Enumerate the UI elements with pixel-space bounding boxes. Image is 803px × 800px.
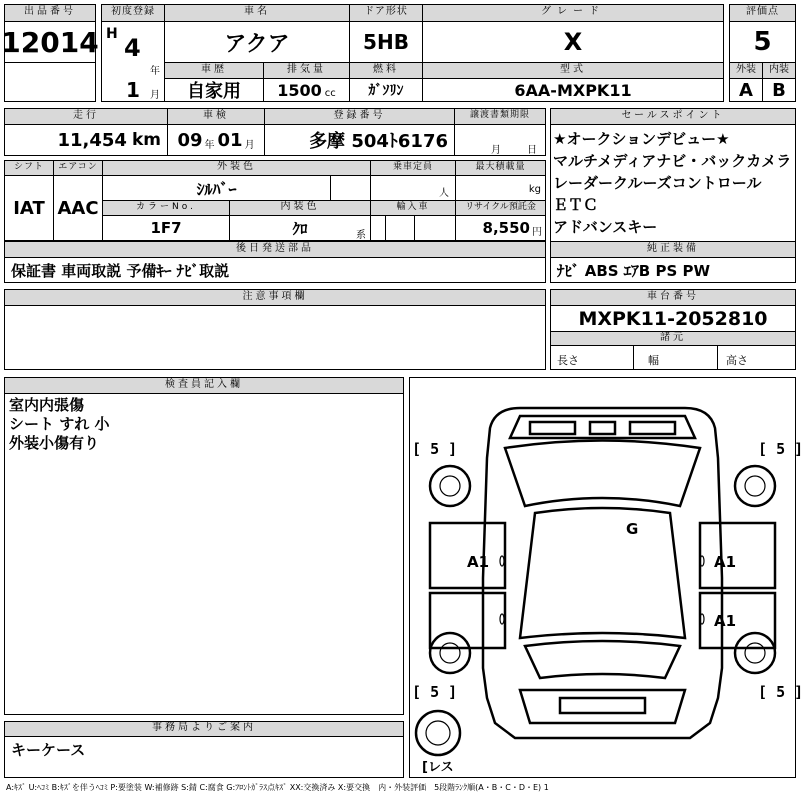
dimension-width: 幅 <box>633 345 718 370</box>
sales-points-header: セールスポイント <box>550 108 796 125</box>
inspector-note: シート すれ 小 <box>9 415 110 433</box>
car-diagram-svg <box>410 378 795 777</box>
spare-tire-status: [レス <box>422 760 454 775</box>
office-notes <box>4 736 404 778</box>
car-diagram <box>409 377 803 778</box>
fuel-header: 燃料 <box>349 62 423 79</box>
transfer-day-unit: 日 <box>527 145 537 156</box>
roof <box>520 508 685 638</box>
plate-number: 多摩 504ﾄ6176 <box>264 124 455 156</box>
aircon: AAC <box>53 175 103 241</box>
exterior-color-header: 外装色 <box>102 160 371 176</box>
equipment-header: 純正装備 <box>550 241 796 258</box>
era: H <box>106 26 118 42</box>
dimension-height: 高さ <box>717 345 796 370</box>
year-unit: 年 <box>150 66 160 77</box>
equipment: ﾅﾋﾞ ABS ｴｱB PS PW <box>550 257 796 283</box>
inspector-note: 外装小傷有り <box>9 434 100 452</box>
grade-header: グレード <box>422 4 724 22</box>
door-type-header: ドア形状 <box>349 4 423 22</box>
recycle-fee: 8,550 <box>482 219 530 237</box>
aircon-header: エアコン <box>53 160 103 176</box>
interior-score: B <box>762 78 796 102</box>
model-code: 6AA-MXPK11 <box>422 78 724 102</box>
model-name-header: 車名 <box>164 4 350 22</box>
model-name: アクア <box>164 21 350 63</box>
fuel: ｶﾞｿﾘﾝ <box>349 78 423 102</box>
recycle-header: リサイクル預託金 <box>455 200 546 216</box>
transfer-due <box>454 124 546 156</box>
door-type: 5HB <box>349 21 423 63</box>
history: 自家用 <box>164 78 264 102</box>
inspector-note: 室内内張傷 <box>9 396 85 414</box>
grade: X <box>422 21 724 63</box>
sales-point-item: ★オークションデビュー★ <box>553 130 730 148</box>
exterior-score: A <box>729 78 763 102</box>
capacity <box>370 175 456 201</box>
displacement: 1500 <box>277 80 322 100</box>
tire-rear-left <box>430 633 470 673</box>
import-right <box>414 215 456 241</box>
lot-number: 12014 <box>4 21 96 63</box>
first-registration <box>101 21 165 102</box>
score: 5 <box>729 21 796 63</box>
import-value <box>385 215 415 241</box>
inspection-cell <box>167 124 265 156</box>
interior-color: ｸﾛ <box>292 219 308 238</box>
history-header: 車歴 <box>164 62 264 79</box>
legend: A:ｷｽﾞ U:ﾍｺﾐ B:ｷｽﾞを伴うﾍｺﾐ P:要塗装 W:補修跡 S:錆 C:腐食 G:ﾌﾛﾝﾄｶﾞﾗｽ点ｷｽﾞ XX:交換済み X:要交換 内・外装評価 5段階ﾗﾝｸ順(A・B・C・D・E) 1 <box>6 783 549 792</box>
exterior-score-header: 外装 <box>729 62 763 79</box>
lot-number-blank <box>4 62 96 102</box>
tire-front-left-score: [ 5 ] <box>412 440 458 458</box>
transfer-month-unit: 月 <box>491 145 501 156</box>
inspector-notes <box>4 393 404 715</box>
chassis-number: MXPK11-2052810 <box>550 305 796 332</box>
recycle-unit: 円 <box>532 226 542 238</box>
plate-area <box>560 698 645 713</box>
tire-front-right <box>735 466 775 506</box>
displacement-unit: cc <box>324 87 336 99</box>
inspection-header: 車検 <box>167 108 265 125</box>
mark-right-rear-door: A1 <box>714 612 737 630</box>
registration-year: 4 <box>124 34 141 62</box>
shift-header: シフト <box>4 160 54 176</box>
recycle-cell <box>455 215 546 241</box>
lot-number-header: 出品番号 <box>4 4 96 22</box>
grille <box>530 422 675 434</box>
registration-month: 1 <box>126 78 140 102</box>
office-note: キーケース <box>11 741 86 759</box>
import-left <box>370 215 386 241</box>
right-doors <box>700 523 775 648</box>
mileage-cell <box>4 124 168 156</box>
office-header: 事務局よりご案内 <box>4 721 404 737</box>
mileage: 11,454 <box>57 129 127 151</box>
notes-header: 注意事項欄 <box>4 289 546 306</box>
sales-point-item: レーダークルーズコントロール <box>553 174 762 192</box>
dimensions-header: 諸元 <box>550 331 796 346</box>
inspection-year-unit: 年 <box>204 139 215 151</box>
max-load-header: 最大積載量 <box>455 160 546 176</box>
first-registration-header: 初度登録 <box>101 4 165 22</box>
mark-windshield: G <box>626 520 639 538</box>
tire-rear-right <box>735 633 775 673</box>
left-doors <box>430 523 505 648</box>
inspection-month-unit: 月 <box>244 139 255 151</box>
inspection-year: 09 <box>177 129 203 151</box>
chassis-header: 車台番号 <box>550 289 796 306</box>
interior-color-header: 内装色 <box>229 200 371 216</box>
car-body-outline <box>483 408 722 738</box>
score-header: 評価点 <box>729 4 796 22</box>
inspection-month: 01 <box>217 129 243 151</box>
color-no-header: カラーNo. <box>102 200 230 216</box>
mileage-header: 走行 <box>4 108 168 125</box>
sales-point-item: マルチメディアナビ・バックカメラ <box>553 152 792 170</box>
mark-left-front-door: A1 <box>467 553 490 571</box>
sales-points <box>550 124 796 242</box>
displacement-cell <box>263 78 350 102</box>
transfer-due-header: 譲渡書類期限 <box>454 108 546 125</box>
spare-tire <box>416 711 460 755</box>
inspector-header: 検査員記入欄 <box>4 377 404 394</box>
exterior-color: ｼﾙﾊﾞｰ <box>102 175 331 201</box>
plate-header: 登録番号 <box>264 108 455 125</box>
tire-rear-left-score: [ 5 ] <box>412 683 458 701</box>
import-header: 輸入車 <box>370 200 456 216</box>
sales-point-item: アドバンスキー <box>553 218 658 236</box>
dimension-length: 長さ <box>550 345 634 370</box>
sales-point-item: ＥＴＣ <box>553 196 599 214</box>
capacity-unit: 人 <box>439 188 449 199</box>
max-load-unit: kg <box>528 184 541 195</box>
trunk <box>520 690 685 723</box>
displacement-header: 排気量 <box>263 62 350 79</box>
later-parts: 保証書 車両取説 予備ｷｰ ﾅﾋﾞ取説 <box>4 257 546 283</box>
exterior-color-blank <box>330 175 371 201</box>
interior-color-cell <box>229 215 371 241</box>
rear-window <box>525 641 680 678</box>
windshield <box>505 441 700 507</box>
interior-score-header: 内装 <box>762 62 796 79</box>
capacity-header: 乗車定員 <box>370 160 456 176</box>
model-code-header: 型式 <box>422 62 724 79</box>
color-no: 1F7 <box>102 215 230 241</box>
tire-front-left <box>430 466 470 506</box>
mark-right-front-door: A1 <box>714 553 737 571</box>
tire-rear-right-score: [ 5 ] <box>758 683 803 701</box>
interior-color-unit: 系 <box>356 230 366 241</box>
mileage-unit: km <box>131 130 161 150</box>
tire-front-right-score: [ 5 ] <box>758 440 803 458</box>
month-unit: 月 <box>150 90 160 101</box>
notes <box>4 305 546 370</box>
max-load <box>455 175 546 201</box>
shift: IAT <box>4 175 54 241</box>
later-parts-header: 後日発送部品 <box>4 241 546 258</box>
